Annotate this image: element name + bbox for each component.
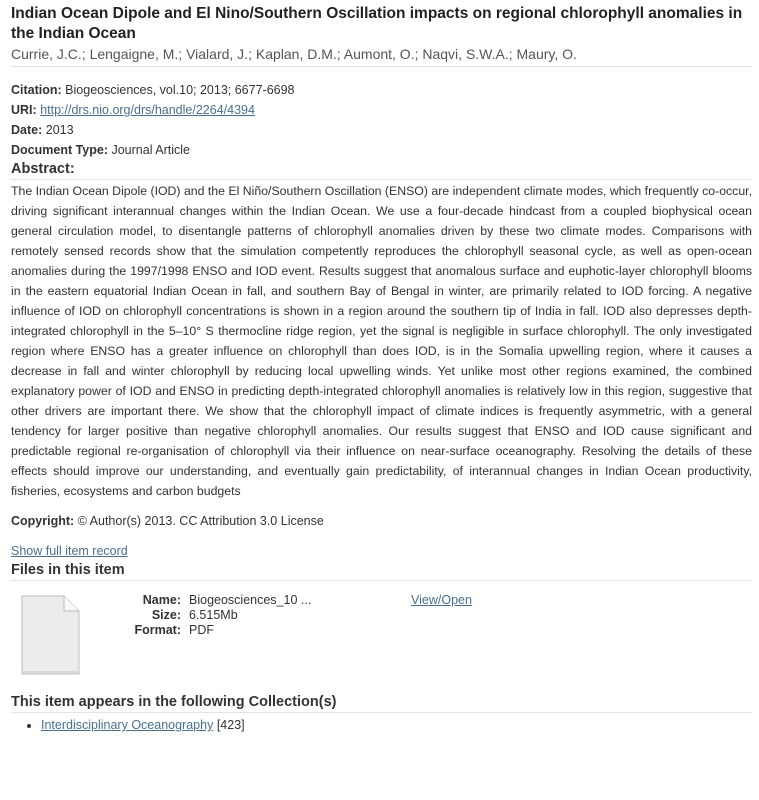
file-name-value: Biogeosciences_10 ... — [189, 593, 312, 607]
date-label: Date: — [11, 123, 43, 137]
show-full-record-row — [11, 541, 752, 561]
uri-row — [11, 100, 752, 120]
doctype-row — [11, 140, 752, 160]
item-page — [11, 0, 752, 734]
collections-list — [11, 716, 752, 734]
show-full-record-link[interactable]: Show full item record — [11, 544, 128, 558]
file-metadata — [121, 593, 311, 638]
citation-label: Citation: — [11, 83, 62, 97]
metadata-block — [11, 80, 752, 160]
collection-count: [423] — [216, 718, 245, 732]
citation-row — [11, 80, 752, 100]
date-row — [11, 120, 752, 140]
file-item — [11, 593, 752, 693]
copyright-label: Copyright: — [11, 514, 75, 528]
doctype-label: Document Type: — [11, 143, 108, 157]
view-open-link[interactable]: View/Open — [411, 593, 472, 607]
files-heading: Files in this item — [11, 561, 752, 581]
file-size-label: Size: — [151, 608, 181, 622]
file-size-value: 6.515Mb — [189, 608, 238, 622]
citation-value: Biogeosciences, vol.10; 2013; 6677-6698 — [65, 83, 295, 97]
abstract-text: The Indian Ocean Dipole (IOD) and the El Niño/Southern Oscillation (ENSO) are independent climate modes, which frequently co-occur, driving significant interannual changes within the Indian Ocean. We use a four-decade hindcast from a coupled biophysical ocean general circulation model, to disentangle patterns of chlorophyll anomalies driven by these two climate modes. Comparisons with remotely sensed records show that the simulation competently reproduces the chlorophyll seasonal cycle, as well as open-ocean anomalies during the 1997/1998 ENSO and IOD event. Results suggest that anomalous surface and euphotic-layer chlorophyll blooms in the eastern equatorial Indian Ocean in fall, and southern Bay of Bengal in winter, are primarily related to IOD forcing. A negative influence of IOD on chlorophyll concentrations is shown in a region around the southern tip of India in fall. IOD also depresses depth-integrated chlorophyll in the 5–10° S thermocline ridge region, yet the signal is negligible in surface chlorophyll. The only investigated region where ENSO has a greater influence on chlorophyll than does IOD, is in the Somalia upwelling region, where it causes a decrease in fall and winter chlorophyll by reducing local upwelling winds. Yet unlike most other regions examined, the combined explanatory power of IOD and ENSO in predicting depth-integrated chlorophyll anomalies is relatively low in this region, suggestive that other drivers are important there. We show that the chlorophyll impact of climate indices is frequently asymmetric, with a general tendency for larger positive than negative chlorophyll anomalies. Our results suggest that ENSO and IOD cause significant and predictable regional re-organisation of chlorophyll via their influence on near-surface oceanography. Resolving the details of these effects should improve our understanding, and eventually gain predictability, of interannual changes in Indian Ocean productivity, fisheries, ecosystems and carbon budgets — [11, 184, 752, 498]
document-icon[interactable] — [20, 595, 80, 675]
page-title: Indian Ocean Dipole and El Nino/Southern Oscillation impacts on regional chlorophyll anomalies in the Indian Ocean — [11, 5, 743, 42]
uri-label: URI: — [11, 103, 37, 117]
collection-link[interactable]: Interdisciplinary Oceanography — [41, 718, 214, 732]
collections-heading: This item appears in the following Collection(s) — [11, 693, 752, 713]
copyright-value: © Author(s) 2013. CC Attribution 3.0 License — [77, 514, 324, 528]
file-format-label: Format: — [134, 623, 181, 637]
list-item — [41, 716, 752, 734]
copyright-row — [11, 511, 752, 531]
date-value: 2013 — [45, 123, 74, 137]
uri-link[interactable]: http://drs.nio.org/drs/handle/2264/4394 — [40, 103, 255, 117]
authors-list: Currie, J.C.; Lengaigne, M.; Vialard, J.; Kaplan, D.M.; Aumont, O.; Naqvi, S.W.A.; Maury, O. — [11, 46, 752, 67]
file-name-label: Name: — [142, 593, 181, 607]
file-format-value: PDF — [189, 623, 214, 637]
doctype-value: Journal Article — [111, 143, 190, 157]
abstract-heading: Abstract: — [11, 160, 752, 180]
